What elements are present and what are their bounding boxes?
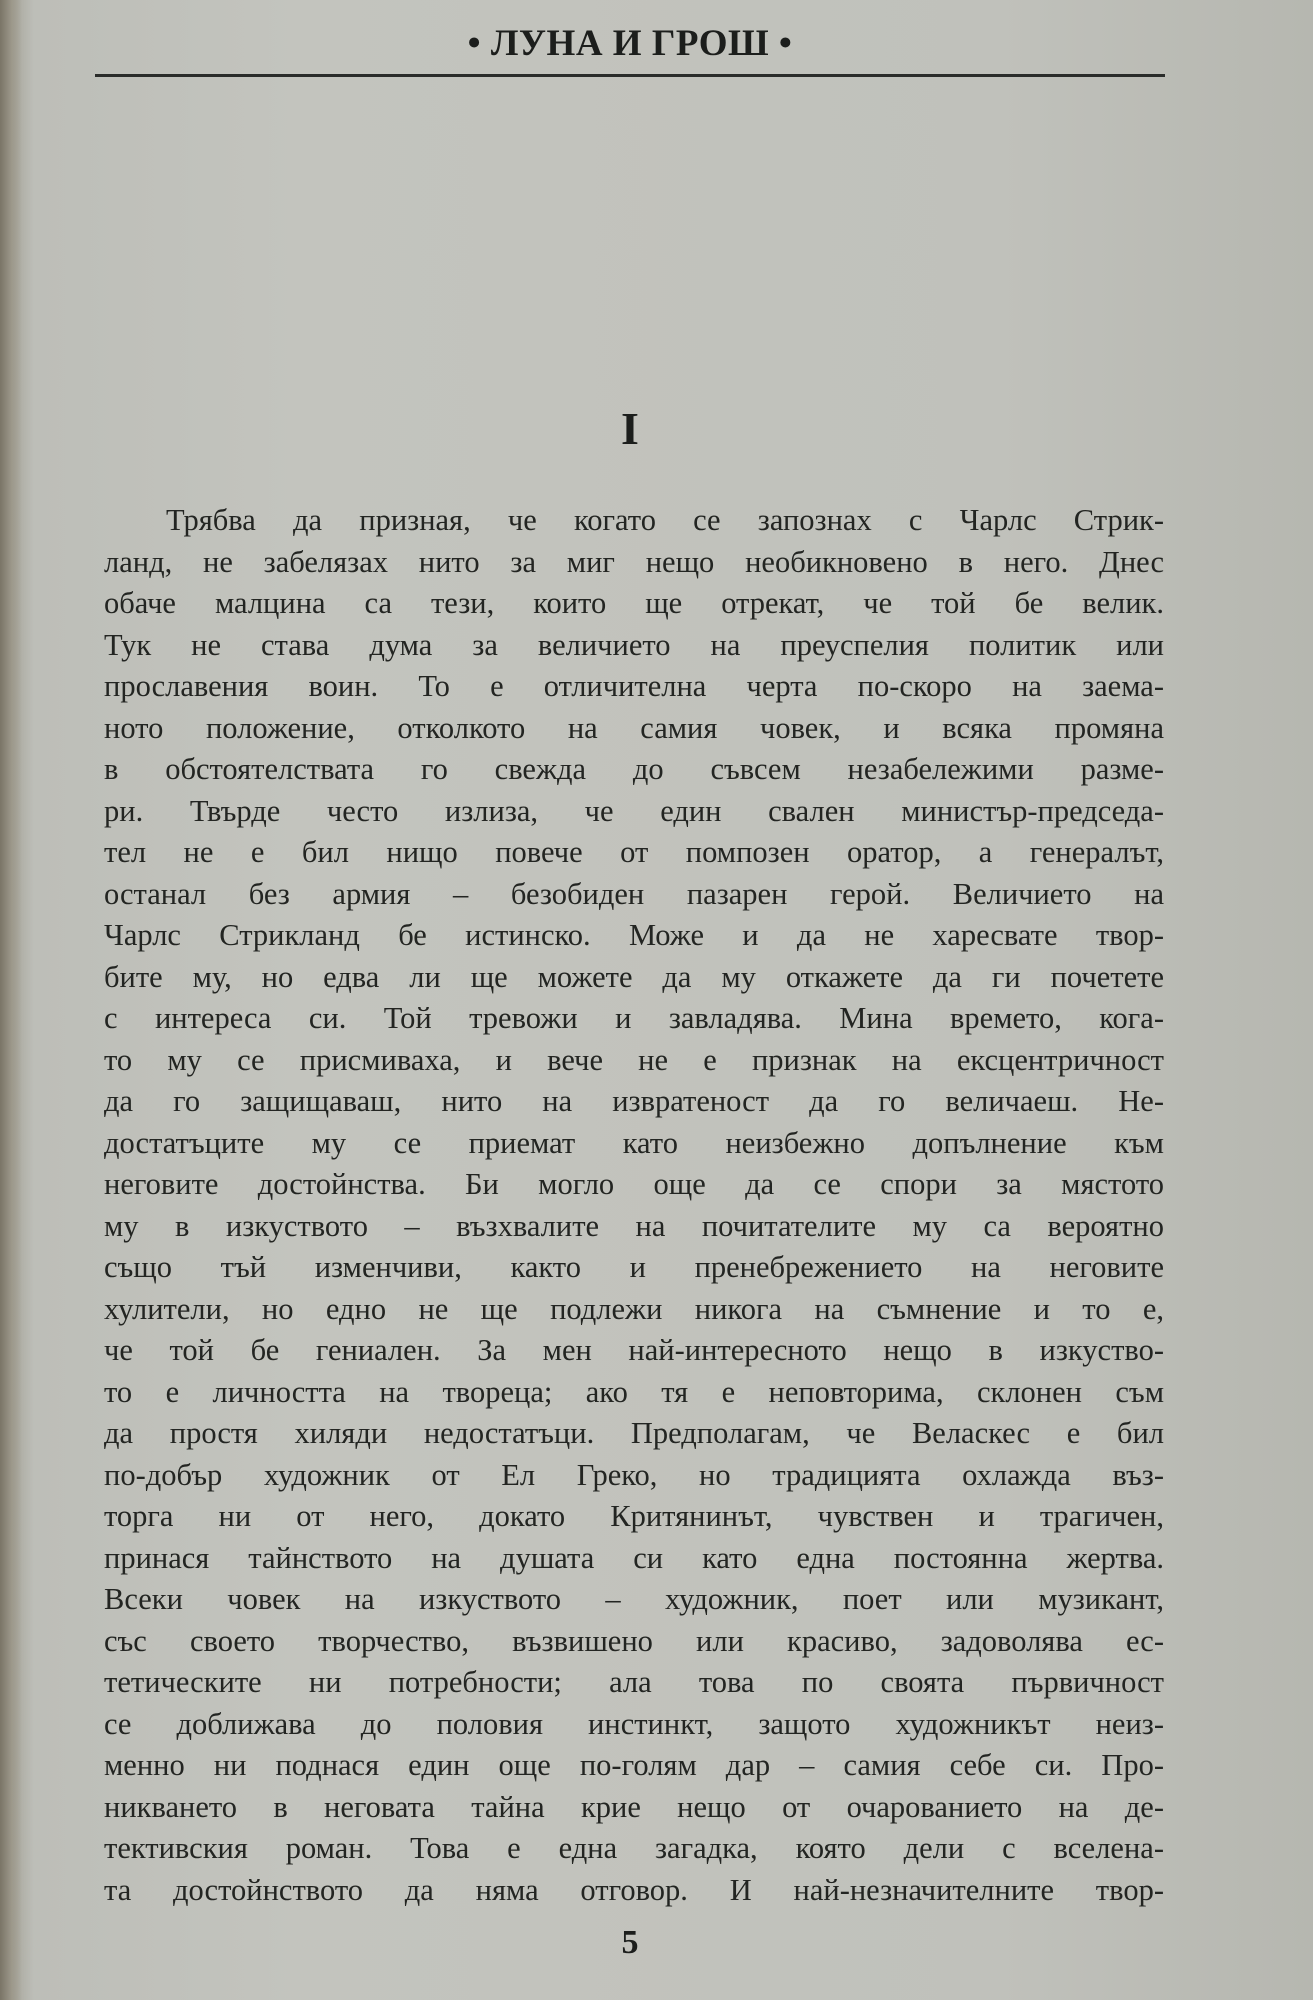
page-gutter-shadow	[0, 0, 22, 2000]
text-line: бите му, но едва ли ще можете да му откажете да ги почетете	[104, 959, 1164, 994]
text-line: също тъй изменчиви, както и пренебрежението на неговите	[104, 1250, 1164, 1284]
text-line: ри. Твърде често излиза, че един свален министър-председа-	[104, 793, 1164, 828]
text-line: то е личността на твореца; ако тя е неповторима, склонен съм	[104, 1374, 1164, 1409]
text-line: да простя хиляди недостатъци. Предполагам, че Веласкес е бил	[104, 1416, 1164, 1450]
text-line: прославения воин. То е отличителна черта по-скоро на заема-	[104, 669, 1164, 703]
text-line: никването в неговата тайна крие нещо от очарованието на де-	[104, 1789, 1164, 1824]
running-header: • ЛУНА И ГРОШ •	[467, 23, 793, 64]
chapter-body-text	[104, 500, 1164, 1911]
text-line: неговите достойнства. Би могло още да се спори за мястото	[104, 1167, 1164, 1201]
text-line: ното положение, отколкото на самия човек, и всяка промяна	[104, 710, 1164, 745]
page-number: 5	[621, 1924, 639, 1961]
text-line: Трябва да призная, че когато се запознах с Чарлс Стрик-	[166, 503, 1164, 537]
text-line: обаче малцина са тези, които ще отрекат, че той бе велик.	[104, 586, 1164, 620]
text-line: в обстоятелствата го свежда до съвсем незабележими разме-	[104, 752, 1164, 786]
text-line: му в изкуството – възхвалите на почитателите му са вероятно	[104, 1208, 1164, 1243]
text-line: то му се присмиваха, и вече не е признак на ексцентричност	[104, 1042, 1164, 1077]
text-line: да го защищаваш, нито на извратеност да го величаеш. Не-	[104, 1084, 1164, 1118]
header-rule	[95, 74, 1165, 77]
text-line: със своето творчество, възвишено или красиво, задоволява ес-	[104, 1623, 1164, 1658]
text-line: Чарлс Стрикланд бе истинско. Може и да не харесвате твор-	[104, 918, 1164, 952]
text-line: ланд, не забелязах нито за миг нещо необикновено в него. Днес	[104, 544, 1164, 579]
text-line: по-добър художник от Ел Греко, но традицията охлажда въз-	[104, 1457, 1164, 1492]
text-line: с интереса си. Той тревожи и завладява. Мина времето, кога-	[104, 1001, 1164, 1035]
chapter-number: I	[621, 403, 639, 454]
text-line: Тук не става дума за величието на преуспелия политик или	[104, 627, 1164, 662]
text-line: торга ни от него, докато Критянинът, чувствен и трагичен,	[104, 1499, 1164, 1533]
text-line: достатъците му се приемат като неизбежно допълнение към	[104, 1125, 1164, 1160]
text-line: останал без армия – безобиден пазарен герой. Величието на	[104, 876, 1164, 911]
text-line: тетическите ни потребности; ала това по своята първичност	[104, 1665, 1164, 1699]
text-line: та достойнството да няма отговор. И най-незначителните твор-	[104, 1872, 1164, 1907]
text-line: тективския роман. Това е една загадка, която дели с вселена-	[104, 1831, 1164, 1865]
text-line: хулители, но едно не ще подлежи никога на съмнение и то е,	[104, 1291, 1164, 1326]
text-line: се доближава до половия инстинкт, защото художникът неиз-	[104, 1706, 1164, 1741]
text-line: принася тайнството на душата си като една постоянна жертва.	[104, 1540, 1164, 1575]
text-line: тел не е бил нищо повече от помпозен оратор, а генералът,	[104, 835, 1164, 869]
text-line: Всеки човек на изкуството – художник, поет или музикант,	[104, 1582, 1164, 1616]
text-line: менно ни поднася един още по-голям дар – самия себе си. Про-	[104, 1748, 1164, 1782]
text-line: че той бе гениален. За мен най-интересното нещо в изкуство-	[104, 1333, 1164, 1367]
